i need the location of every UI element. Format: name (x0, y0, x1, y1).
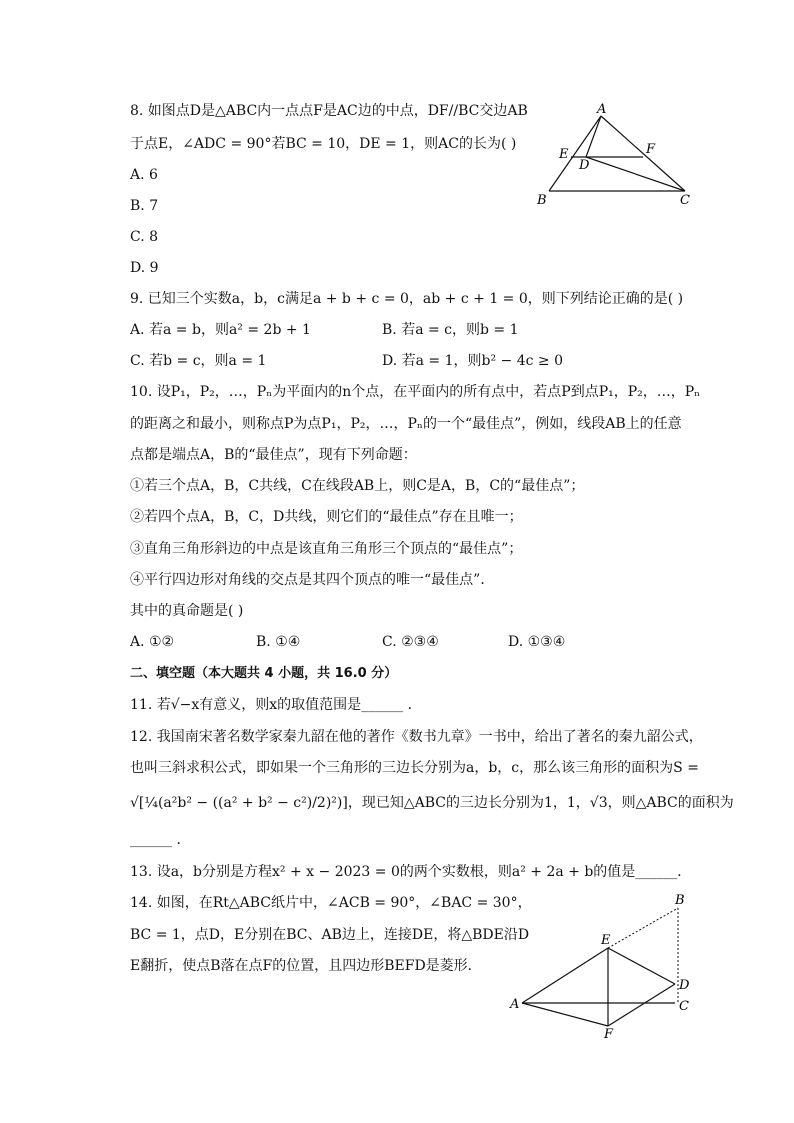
q10-option-d: D. ①③④ (508, 634, 566, 650)
q10-option-a: A. ①② (130, 634, 175, 650)
q14-label-f: F (604, 1027, 614, 1042)
q8-option-a: A. 6 (130, 167, 158, 183)
q9-option-d: D. 若a = 1，则b² − 4c ≥ 0 (382, 353, 564, 369)
q12-line1: 12. 我国南宋著名数学家秦九韶在他的著作《数书九章》一书中，给出了著名的秦九韶公式， (130, 729, 703, 745)
q9-stem: 9. 已知三个实数a，b，c满足a + b + c = 0，ab + c + 1 = 0，则下列结论正确的是( ) (130, 291, 684, 307)
q14-line3: E翻折，使点B落在点F的位置，且四边形BEFD是菱形． (130, 958, 482, 974)
q14-line1: 14. 如图，在Rt△ABC纸片中，∠ACB = 90°，∠BAC = 30°， (130, 895, 532, 911)
q14-label-c: C (679, 999, 689, 1014)
q14-line2: BC = 1，点D，E分别在BC、AB边上，连接DE，将△BDE沿D (130, 927, 530, 943)
q11: 11. 若√−x有意义，则x的取值范围是______ ． (130, 697, 422, 713)
q10-statement-3: ③直角三角形斜边的中点是该直角三角形三个顶点的“最佳点”； (130, 541, 523, 557)
q10-ask: 其中的真命题是( ) (130, 603, 244, 619)
q14-label-e: E (601, 933, 611, 948)
q10-line2: 的距离之和最小，则称点P为点P₁，P₂，…，Pₙ的一个“最佳点”，例如，线段AB上的任意 (130, 416, 682, 432)
q9-option-a: A. 若a = b，则a² = 2b + 1 (130, 322, 311, 338)
q8-label-b: B (537, 193, 547, 208)
q8-label-f: F (646, 142, 656, 157)
q13: 13. 设a，b分别是方程x² + x − 2023 = 0的两个实数根，则a² + 2a + b的值是______． (130, 864, 692, 880)
q10-option-b: B. ①④ (256, 634, 301, 650)
q8-option-d: D. 9 (130, 260, 159, 276)
q8-label-d: D (579, 158, 590, 173)
q10-line3: 点都是端点A，B的“最佳点”，现有下列命题： (130, 447, 417, 463)
q14-label-b: B (675, 893, 685, 908)
q12-line4: ______ ． (130, 832, 191, 848)
q14-figure (505, 890, 705, 1042)
q10-statement-1: ①若三个点A，B，C共线，C在线段AB上，则C是A，B，C的“最佳点”； (130, 478, 585, 494)
section-heading-fill-blank: 二、填空题（本大题共 4 小题，共 16.0 分） (130, 666, 398, 681)
q12-formula-line: √[¼(a²b² − ((a² + b² − c²)/2)²)]，现已知△ABC的三边长分别为1，1，√3，则△ABC的面积为 (130, 795, 734, 811)
q10-option-c: C. ②③④ (382, 634, 439, 650)
q9-option-b: B. 若a = c，则b = 1 (382, 322, 519, 338)
q14-label-a: A (510, 997, 520, 1012)
q8-figure (530, 98, 700, 210)
q8-option-b: B. 7 (130, 198, 159, 214)
q8-label-a: A (597, 102, 607, 117)
q8-option-c: C. 8 (130, 229, 159, 245)
q10-statement-4: ④平行四边形对角线的交点是其四个顶点的唯一“最佳点”． (130, 572, 495, 588)
q10-statement-2: ②若四个点A，B，C，D共线，则它们的“最佳点”存在且唯一； (130, 509, 523, 525)
q8-label-c: C (680, 193, 690, 208)
q14-label-d: D (679, 978, 690, 993)
q9-option-c: C. 若b = c，则a = 1 (130, 353, 267, 369)
q12-line2: 也叫三斜求积公式，即如果一个三角形的三边长分别为a，b，c，那么该三角形的面积为S = (130, 760, 699, 776)
q8-label-e: E (559, 147, 569, 162)
q10-line1: 10. 设P₁，P₂，…，Pₙ为平面内的n个点，在平面内的所有点中，若点P到点P₁，P₂，…，Pₙ (130, 384, 701, 400)
q8-line2: 于点E，∠ADC = 90°若BC = 10，DE = 1，则AC的长为( ) (130, 136, 517, 152)
q8-line1: 8. 如图点D是△ABC内一点点F是AC边的中点，DF//BC交边AB (130, 103, 528, 119)
